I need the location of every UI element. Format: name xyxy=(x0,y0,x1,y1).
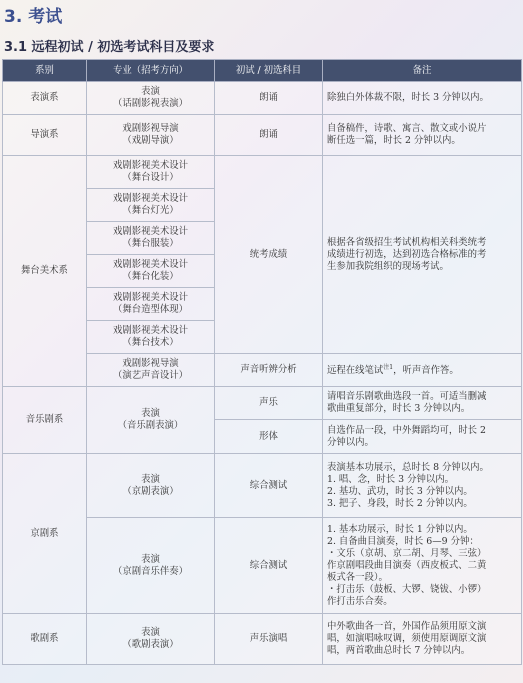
note-cell: 请唱音乐剧歌曲选段一首。可适当删减 歌曲重复部分，时长 3 分钟以内。 xyxy=(323,387,522,420)
subsection-title: 3.1 远程初试 / 初选考试科目及要求 xyxy=(4,40,215,55)
dept-cell: 歌剧系 xyxy=(3,614,87,665)
major-cell: 表演 （音乐剧表演） xyxy=(87,387,215,454)
major-cell: 戏剧影视美术设计 （舞台技术） xyxy=(87,321,215,354)
header-major: 专业（招考方向） xyxy=(87,60,215,82)
subject-cell: 形体 xyxy=(215,420,323,454)
note-cell: 根据各省级招生考试机构相关科类统考 成绩进行初选，达到初选合格标准的考 生参加我院组织的现场考试。 xyxy=(323,156,522,354)
note-cell: 远程在线笔试$^{注1}$，听声音作答。 xyxy=(323,354,522,387)
table-header-row xyxy=(3,60,522,82)
subject-cell: 统考成绩 xyxy=(215,156,323,354)
subject-cell: 声乐 xyxy=(215,387,323,420)
subject-cell: 声音听辨分析 xyxy=(215,354,323,387)
header-subject: 初试 / 初选科目 xyxy=(215,60,323,82)
note-cell: 中外歌曲各一首，外国作品须用原文演 唱，如演唱咏叹调，须使用原调原文演 唱，两首歌曲总时长 7 分钟以内。 xyxy=(323,614,522,665)
exam-subjects-table xyxy=(2,59,522,665)
note-cell: 除独白外体裁不限，时长 3 分钟以内。 xyxy=(323,82,522,115)
note-cell: 自备稿件，诗歌、寓言、散文或小说片 断任选一篇，时长 2 分钟以内。 xyxy=(323,115,522,156)
major-cell: 戏剧影视导演 （演艺声音设计） xyxy=(87,354,215,387)
note-cell: 1. 基本功展示，时长 1 分钟以内。 2. 自备曲目演奏，时长 6—9 分钟： ・文乐（京胡、京二胡、月琴、三弦） 作京剧唱段曲目演奏（西皮板式、二黄 板式各一段）。 ・打击乐（鼓板、大锣、铙钹、小锣） 作打击乐合奏。 xyxy=(323,518,522,614)
major-cell: 戏剧影视美术设计 （舞台服装） xyxy=(87,222,215,255)
section-title: 3. 考试 xyxy=(4,7,63,27)
table-row xyxy=(3,387,522,420)
subject-cell: 综合测试 xyxy=(215,518,323,614)
table-row xyxy=(3,156,522,189)
dept-cell: 京剧系 xyxy=(3,454,87,614)
major-cell: 戏剧影视美术设计 （舞台化装） xyxy=(87,255,215,288)
header-dept: 系别 xyxy=(3,60,87,82)
subject-cell: 朗诵 xyxy=(215,82,323,115)
major-cell: 戏剧影视美术设计 （舞台设计） xyxy=(87,156,215,189)
subject-cell: 综合测试 xyxy=(215,454,323,518)
table-row xyxy=(3,614,522,665)
table-row xyxy=(3,82,522,115)
dept-cell: 音乐剧系 xyxy=(3,387,87,454)
table-row xyxy=(3,115,522,156)
major-cell: 表演 （京剧表演） xyxy=(87,454,215,518)
dept-cell: 舞台美术系 xyxy=(3,156,87,387)
major-cell: 表演 （话剧影视表演） xyxy=(87,82,215,115)
note-cell: 表演基本功展示，总时长 8 分钟以内。 1. 唱、念，时长 3 分钟以内。 2. 基功、武功，时长 3 分钟以内。 3. 把子、身段，时长 2 分钟以内。 xyxy=(323,454,522,518)
subject-cell: 声乐演唱 xyxy=(215,614,323,665)
note-cell: 自选作品一段，中外舞蹈均可，时长 2 分钟以内。 xyxy=(323,420,522,454)
footnote-marker: 注1 xyxy=(383,364,394,372)
dept-cell: 表演系 xyxy=(3,82,87,115)
major-cell: 戏剧影视美术设计 （舞台灯光） xyxy=(87,189,215,222)
subject-cell: 朗诵 xyxy=(215,115,323,156)
major-cell: 表演 （歌剧表演） xyxy=(87,614,215,665)
dept-cell: 导演系 xyxy=(3,115,87,156)
header-note: 备注 xyxy=(323,60,522,82)
major-cell: 表演 （京剧音乐伴奏） xyxy=(87,518,215,614)
table-row xyxy=(3,454,522,518)
major-cell: 戏剧影视美术设计 （舞台造型体现） xyxy=(87,288,215,321)
major-cell: 戏剧影视导演 （戏剧导演） xyxy=(87,115,215,156)
